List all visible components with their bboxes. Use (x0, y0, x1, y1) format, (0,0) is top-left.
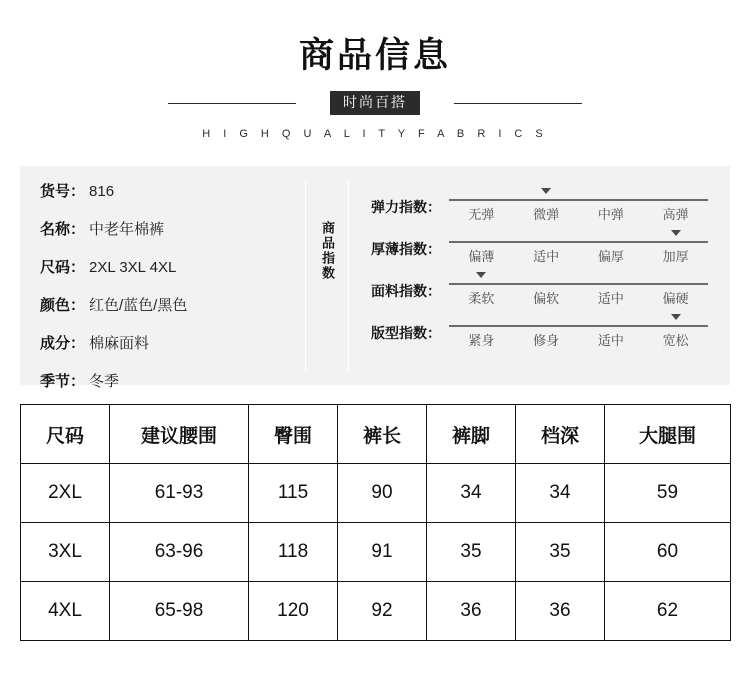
marker-track (449, 188, 708, 199)
index-tick: 宽松 (662, 333, 689, 348)
header-rule-right (454, 103, 582, 104)
divider-left (305, 180, 306, 371)
index-tick: 无弹 (468, 207, 495, 222)
product-index-list (349, 166, 730, 385)
attribute-value: 中老年棉裤 (89, 221, 165, 238)
index-marker-icon (541, 188, 551, 194)
header-rule-left (168, 103, 296, 104)
index-row-elasticity (355, 188, 708, 223)
table-cell: 120 (249, 582, 338, 641)
size-chart-table (20, 404, 731, 641)
attribute-value: 冬季 (89, 373, 120, 390)
index-label: 版型指数： (371, 325, 441, 341)
attribute-value: 棉麻面料 (89, 335, 150, 352)
index-scale (449, 188, 708, 223)
list-item (40, 332, 305, 370)
index-scale (449, 314, 708, 349)
index-tick: 紧身 (468, 333, 495, 348)
attribute-value: 2XL 3XL 4XL (89, 259, 177, 276)
index-ticks (449, 330, 708, 349)
attribute-value: 816 (89, 183, 115, 200)
attribute-label: 货号： (40, 183, 86, 200)
index-tick: 中弹 (597, 207, 624, 222)
table-cell: 62 (605, 582, 731, 641)
table-header-cell: 裤脚 (427, 405, 516, 464)
table-header-row (21, 405, 731, 464)
page-title: 商品信息 (298, 36, 451, 75)
divider-right (348, 180, 349, 371)
table-cell: 92 (338, 582, 427, 641)
index-label: 面料指数： (371, 283, 441, 299)
table-cell: 35 (516, 523, 605, 582)
table-cell: 91 (338, 523, 427, 582)
index-row-thickness (355, 230, 708, 265)
list-item (40, 180, 305, 218)
list-item (40, 256, 305, 294)
table-cell: 36 (516, 582, 605, 641)
product-attributes-list (20, 166, 305, 390)
table-cell: 34 (427, 464, 516, 523)
attribute-label: 成分： (40, 335, 86, 352)
marker-track (449, 272, 708, 283)
table-cell: 60 (605, 523, 731, 582)
table-cell: 61-93 (110, 464, 249, 523)
index-tick: 柔软 (468, 291, 495, 306)
index-tick: 修身 (533, 333, 560, 348)
index-row-fit (355, 314, 708, 349)
table-cell: 36 (427, 582, 516, 641)
marker-track (449, 230, 708, 241)
index-row-fabric (355, 272, 708, 307)
attribute-value: 红色/蓝色/黑色 (89, 297, 188, 314)
table-header-cell: 臀围 (249, 405, 338, 464)
index-marker-icon (671, 314, 681, 320)
table-cell: 65-98 (110, 582, 249, 641)
table-header-cell: 尺码 (21, 405, 110, 464)
table-cell: 4XL (21, 582, 110, 641)
index-bar (449, 283, 708, 285)
page-header (0, 0, 750, 140)
table-row (21, 523, 731, 582)
vertical-label-text: 商品指数 (320, 220, 335, 281)
index-tick: 偏厚 (597, 249, 624, 264)
index-tick: 适中 (597, 291, 624, 306)
header-subtitle: H I G H Q U A L I T Y F A B R I C S (202, 128, 548, 140)
table-header-cell: 建议腰围 (110, 405, 249, 464)
table-cell: 2XL (21, 464, 110, 523)
attribute-label: 季节： (40, 373, 86, 390)
index-tick: 高弹 (662, 207, 689, 222)
index-tick: 适中 (597, 333, 624, 348)
table-header-cell: 大腿围 (605, 405, 731, 464)
attribute-label: 名称： (40, 221, 86, 238)
index-ticks (449, 246, 708, 265)
product-index-vertical-label (305, 166, 349, 385)
index-tick: 适中 (533, 249, 560, 264)
table-cell: 90 (338, 464, 427, 523)
index-marker-icon (671, 230, 681, 236)
attribute-label: 尺码： (40, 259, 86, 276)
index-bar (449, 325, 708, 327)
table-cell: 59 (605, 464, 731, 523)
header-badge-row (168, 91, 582, 115)
index-tick: 偏软 (533, 291, 560, 306)
index-label: 厚薄指数： (371, 241, 441, 257)
table-row (21, 464, 731, 523)
header-badge: 时尚百搭 (330, 91, 420, 115)
index-ticks (449, 204, 708, 223)
index-tick: 加厚 (662, 249, 689, 264)
table-header-cell: 裤长 (338, 405, 427, 464)
index-label: 弹力指数： (371, 199, 441, 215)
index-scale (449, 230, 708, 265)
table-cell: 35 (427, 523, 516, 582)
index-tick: 偏薄 (468, 249, 495, 264)
index-ticks (449, 288, 708, 307)
product-info-panel (20, 166, 730, 390)
table-cell: 34 (516, 464, 605, 523)
table-cell: 3XL (21, 523, 110, 582)
list-item (40, 370, 305, 408)
table-header-cell: 档深 (516, 405, 605, 464)
attribute-label: 颜色： (40, 297, 86, 314)
table-cell: 118 (249, 523, 338, 582)
index-scale (449, 272, 708, 307)
index-bar (449, 199, 708, 201)
marker-track (449, 314, 708, 325)
table-cell: 63-96 (110, 523, 249, 582)
table-cell: 115 (249, 464, 338, 523)
index-tick: 偏硬 (662, 291, 689, 306)
index-marker-icon (476, 272, 486, 278)
list-item (40, 294, 305, 332)
table-row (21, 582, 731, 641)
index-bar (449, 241, 708, 243)
list-item (40, 218, 305, 256)
index-tick: 微弹 (533, 207, 560, 222)
